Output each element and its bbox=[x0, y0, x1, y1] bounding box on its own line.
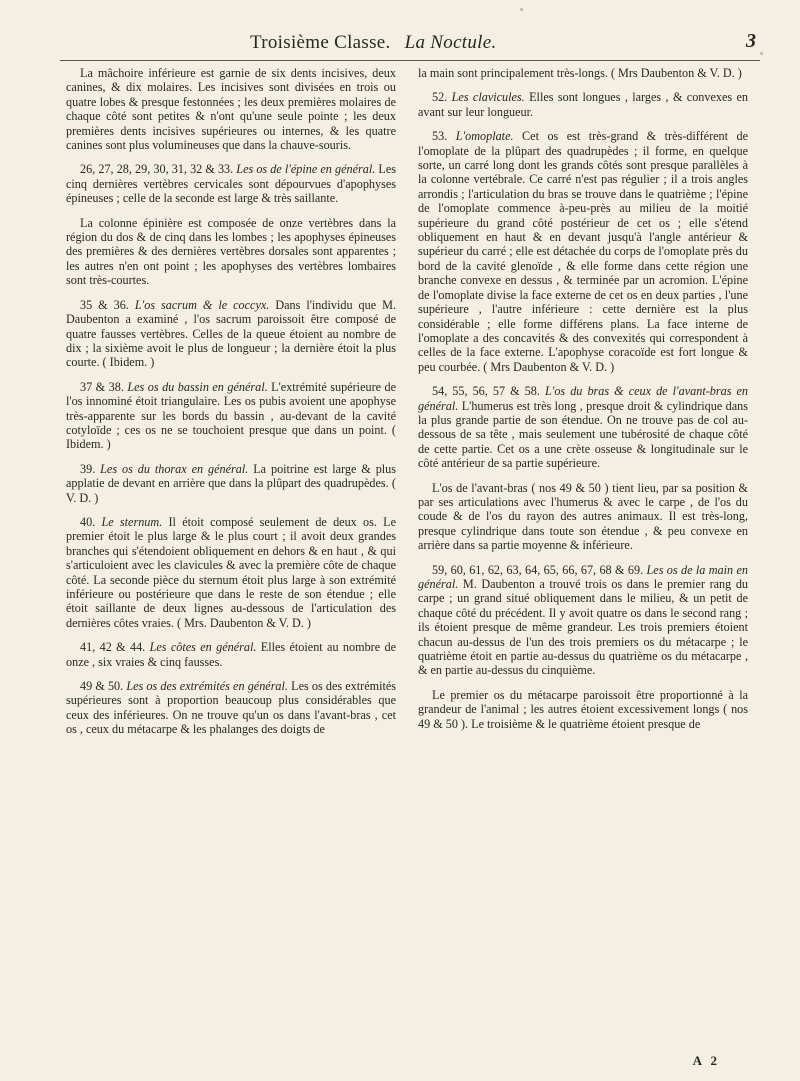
section-number: 59, 60, 61, 62, 63, 64, 65, 66, 67, 68 & 69. bbox=[432, 562, 644, 577]
paragraph-text: Le premier os du métacarpe paroissoit être proportionné à la grandeur de l'animal ; les autres étoient excessivement longs ( nos 49 & 50 ). Le troisième & le quatrième étoient presque de bbox=[418, 687, 748, 731]
section-number: 53. bbox=[432, 129, 448, 144]
paragraph bbox=[66, 298, 396, 370]
paragraph bbox=[418, 688, 748, 731]
section-number: 26, 27, 28, 29, 30, 31, 32 & 33. bbox=[80, 162, 234, 177]
section-number: 35 & 36. bbox=[80, 297, 129, 312]
section-number: 49 & 50. bbox=[80, 679, 124, 694]
section-title: Le sternum. bbox=[101, 514, 163, 529]
header-subtitle: La Noctule. bbox=[404, 32, 497, 53]
page-number: 3 bbox=[746, 30, 756, 52]
paragraph bbox=[418, 129, 748, 374]
section-title: Les os de l'épine en général. bbox=[236, 162, 376, 177]
section-title: Les clavicules. bbox=[451, 90, 525, 105]
paragraph-text: M. Daubenton a trouvé trois os dans le premier rang du carpe ; un grand situé obliquement dans le milieu, & un petit de chaque côté du précédent. Il y avoit quatre os dans le second rang ; ils étoient presque de même grandeur. Les trois premiers étoient chacun au-dessus de l'un des trois premiers os du métacarpe ; le quatrième étoit en partie au-dessus du quatrième os du métacarpe , & en partie au-dessus du cinquième. bbox=[418, 577, 749, 678]
section-title: L'os sacrum & le coccyx. bbox=[134, 297, 270, 312]
paragraph bbox=[66, 380, 396, 452]
paragraph-text: Il étoit composé seulement de deux os. Le premier étoit le plus large & le plus court ; il avoit deux grandes branches qui s'étendoient obliquement en dehors & en haut , & qui s'articuloient avec les clavicules & avec la première côte de chaque côté. La seconde pièce du sternum étoit plus large à son extrémité inférieure ou postérieure que dans le reste de son étendue ; elle étoit saillante de deux lignes au-dessous de l'articulation des dernières côtes vraies. ( Mrs. Daubenton & V. D. ) bbox=[66, 514, 396, 630]
running-header bbox=[60, 28, 760, 61]
paragraph-text: Elles étoient au nombre de onze , six vraies & cinq fausses. bbox=[66, 640, 396, 669]
paper-speck bbox=[760, 52, 763, 55]
section-title: Les os des extrémités en général. bbox=[126, 679, 288, 694]
paragraph bbox=[418, 90, 748, 119]
paragraph-text: La colonne épinière est composée de onze vertèbres dans la région du dos & de cinq dans les lombes ; les apophyses épineuses des premières & des dernières vertèbres dorsales sont apparentes ; les autres n'en ont point ; les apophyses des vertèbres lombaires sont très-courtes. bbox=[66, 215, 396, 288]
paragraph-text: L'humerus est très long , presque droit & cylindrique dans la plus grande partie de son étendue. On ne trouve pas de col au-dessous de sa tête , mais seulement une tubérosité de chaque côté de cette partie. Cet os a une crète osseuse & longitudinale sur le côté antérieur de sa partie supérieure. bbox=[418, 398, 748, 471]
paragraph bbox=[418, 481, 748, 553]
section-number: 37 & 38. bbox=[80, 379, 124, 394]
section-number: 39. bbox=[80, 461, 96, 476]
paper-speck bbox=[520, 8, 523, 11]
section-number: 40. bbox=[80, 514, 96, 529]
paragraph-text: Les os des extrémités supérieures sont à proportion beaucoup plus considérables que ceux des inférieures. On ne trouve qu'un os dans l'avant-bras , cet os , ceux du métacarpe & les phalanges des doigts de bbox=[66, 679, 397, 737]
paragraph-text: L'extrémité supérieure de l'os innominé étoit triangulaire. Les os pubis avoient une apophyse très-apparente sur les bords du bassin , au-devant de la cavité cotyloïde ; ces os ne se touchoient presque que dans un point. ( Ibidem. ) bbox=[66, 379, 397, 452]
paragraph-text: la main sont principalement très-longs. ( Mrs Daubenton & V. D. ) bbox=[418, 66, 742, 80]
signature-mark: A 2 bbox=[692, 1053, 720, 1068]
paragraph bbox=[418, 66, 748, 80]
paragraph bbox=[418, 384, 748, 470]
paragraph bbox=[418, 563, 748, 678]
section-title: L'os du bras & ceux de l'avant-bras en général. bbox=[418, 384, 748, 413]
section-title: Les os de la main en général. bbox=[418, 562, 748, 591]
paragraph-text: La poitrine est large & plus applatie de devant en arrière que dans la plûpart des quadrupèdes. ( V. D. ) bbox=[66, 461, 397, 505]
section-number: 54, 55, 56, 57 & 58. bbox=[432, 384, 540, 399]
paragraph bbox=[66, 462, 396, 505]
paragraph bbox=[66, 515, 396, 630]
section-title: Les os du thorax en général. bbox=[100, 461, 249, 476]
paragraph bbox=[66, 679, 396, 737]
header-title: Troisième Classe. La Noctule. bbox=[250, 32, 497, 53]
paragraph bbox=[66, 216, 396, 288]
section-title: Les os du bassin en général. bbox=[127, 379, 268, 394]
section-title: L'omoplate. bbox=[455, 129, 514, 144]
paragraph bbox=[66, 66, 396, 152]
left-column bbox=[66, 66, 396, 747]
paragraph bbox=[66, 640, 396, 669]
section-number: 52. bbox=[432, 90, 448, 105]
paragraph-text: Les cinq dernières vertèbres cervicales sont dépourvues d'apophyses épineuses ; celle de la seconde est large & très saillante. bbox=[66, 162, 396, 206]
paragraph-text: Cet os est très-grand & très-différent de l'omoplate de la plûpart des quadrupèdes ; il forme, en quelque sorte, un carré long dont les grands côtés sont presque parallèles à la colonne vertébrale. Ce carré n'est pas régulier ; il a trois angles arrondis ; l'articulation du bras se trouve dans le quatrième ; l'épine de l'omoplate commence à-peu-près au milieu de la moitié supérieure du grand côté postérieur de cet os ; elle s'étend obliquement en haut & en devant jusqu'à l'angle antérieur & supérieur du carré ; elle est détachée du corps de l'omoplate près du bord de la cavité glenoïde , & elle forme dans cette région une branche convexe en dessus , & terminée par un acromion. L'épine de l'omoplate divise la face externe de cet os en deux parties , l'une supérieure , l'autre inférieure : cette dernière est la plus considérable ; elle forme différens plans. La face interne de l'omoplate a des concavités & des convexités qui correspondent à celles de la face externe. L'apophyse coracoïde est fort longue & peu courbée. ( Mrs Daubenton & V. D. ) bbox=[418, 129, 749, 374]
paragraph-text: Dans l'individu que M. Daubenton a examiné , l'os sacrum paroissoit être composé de quatre fausses vertèbres. Celles de la queue étoient au nombre de dix ; la sixième avoit le plus de longueur ; la dernière étoit la plus courte. ( Ibidem. ) bbox=[66, 297, 396, 370]
paragraph bbox=[66, 162, 396, 205]
right-column bbox=[418, 66, 748, 741]
paragraph-text: Elles sont longues , larges , & convexes en avant sur leur longueur. bbox=[418, 90, 749, 119]
section-title: Les côtes en général. bbox=[149, 640, 257, 655]
section-number: 41, 42 & 44. bbox=[80, 640, 146, 655]
paragraph-text: L'os de l'avant-bras ( nos 49 & 50 ) tient lieu, par sa position & par ses articulations avec l'humerus & avec le carpe , de l'os du coude & de l'os du rayon des autres animaux. Il est très-long, presque cylindrique dans toute son étendue , & peu convexe en arrière dans sa partie moyenne & inférieure. bbox=[418, 480, 748, 553]
paragraph-text: La mâchoire inférieure est garnie de six dents incisives, deux canines, & dix molaires. Les incisives sont divisées en trois ou quatre lobes & presque festonnées ; les deux premières molaires de chaque côté sont petites & n'ont qu'une seule pointe ; les deux premières dents incisives supérieures ou internes, & les quatre canines sont plus volumineuses que dans la chauve-souris. bbox=[66, 66, 396, 153]
